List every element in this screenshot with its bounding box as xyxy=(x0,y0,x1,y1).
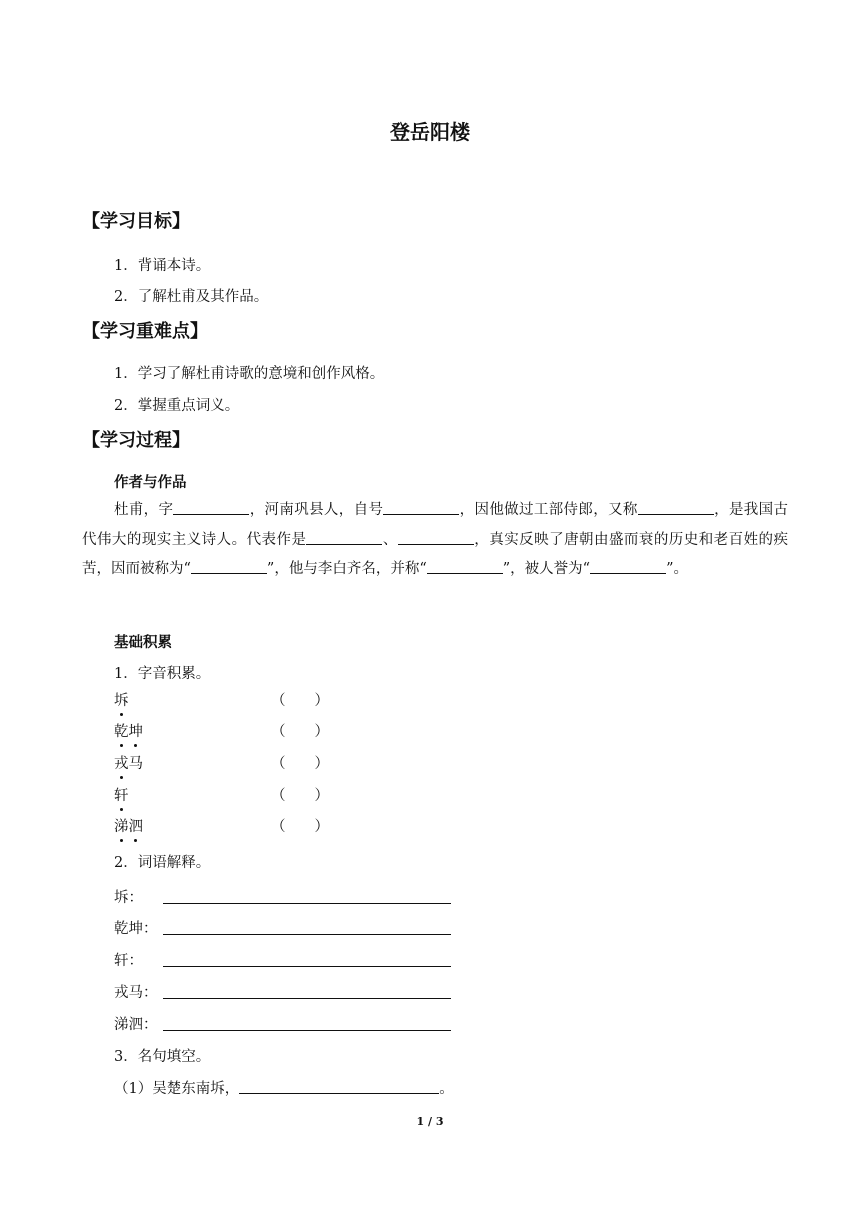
fill-blank[interactable] xyxy=(239,1079,439,1094)
quotes-heading: 3．名句填空。 xyxy=(114,1049,211,1065)
pronunciation-word: 戎马 xyxy=(114,752,143,773)
vocab-term: 轩： xyxy=(114,953,143,969)
pinyin-blank[interactable]: （ ） xyxy=(271,724,329,740)
author-heading: 作者与作品 xyxy=(114,475,187,491)
vocab-term: 涕泗： xyxy=(114,1017,158,1033)
basics-heading: 基础积累 xyxy=(114,635,172,651)
fill-blank[interactable] xyxy=(427,559,503,574)
pronunciation-word: 轩 xyxy=(114,784,129,805)
pinyin-blank[interactable]: （ ） xyxy=(271,788,329,804)
vocab-term: 乾坤： xyxy=(114,921,158,937)
vocab-term: 坼： xyxy=(114,890,143,906)
answer-line[interactable] xyxy=(163,934,451,935)
fill-blank[interactable] xyxy=(306,530,382,545)
answer-line[interactable] xyxy=(163,966,451,967)
pinyin-blank[interactable]: （ ） xyxy=(271,693,329,709)
section-heading-key-points: 【学习重难点】 xyxy=(82,321,208,342)
section-heading-process: 【学习过程】 xyxy=(82,430,190,451)
key-point-item: 2．掌握重点词义。 xyxy=(114,398,240,414)
fill-blank[interactable] xyxy=(383,500,459,515)
quote-item: （1）吴楚东南坼， 。 xyxy=(114,1081,454,1097)
answer-line[interactable] xyxy=(163,998,451,999)
fill-blank[interactable] xyxy=(398,530,474,545)
section-heading-goals: 【学习目标】 xyxy=(82,211,190,232)
pronunciation-word: 涕泗 xyxy=(114,815,143,836)
goal-item: 1．背诵本诗。 xyxy=(114,258,211,274)
answer-line[interactable] xyxy=(163,1030,451,1031)
answer-line[interactable] xyxy=(163,903,451,904)
pronunciation-word: 乾坤 xyxy=(114,720,143,741)
author-paragraph: 杜甫，字 ，河南巩县人，自号 ，因他做过工部侍郎，又称 ，是我国古代伟大的现实主义诗人。代表作是 、 ，真实反映了唐朝由盛而衰的历史和老百姓的疾苦，因而被称为“ ”，他与李白齐名，并称“ ”，被人誉为“ ”。 xyxy=(82,502,789,577)
page-title: 登岳阳楼 xyxy=(390,120,470,144)
page-number: 1 / 3 xyxy=(416,1115,444,1128)
pronunciation-word: 坼 xyxy=(114,689,129,710)
pinyin-blank[interactable]: （ ） xyxy=(271,756,329,772)
pinyin-blank[interactable]: （ ） xyxy=(271,819,329,835)
key-point-item: 1．学习了解杜甫诗歌的意境和创作风格。 xyxy=(114,366,385,382)
goal-item: 2．了解杜甫及其作品。 xyxy=(114,289,269,305)
fill-blank[interactable] xyxy=(191,559,267,574)
pronunciation-heading: 1．字音积累。 xyxy=(114,666,211,682)
fill-blank[interactable] xyxy=(590,559,666,574)
fill-blank[interactable] xyxy=(173,500,249,515)
vocab-heading: 2．词语解释。 xyxy=(114,855,211,871)
vocab-term: 戎马： xyxy=(114,985,158,1001)
fill-blank[interactable] xyxy=(638,500,714,515)
